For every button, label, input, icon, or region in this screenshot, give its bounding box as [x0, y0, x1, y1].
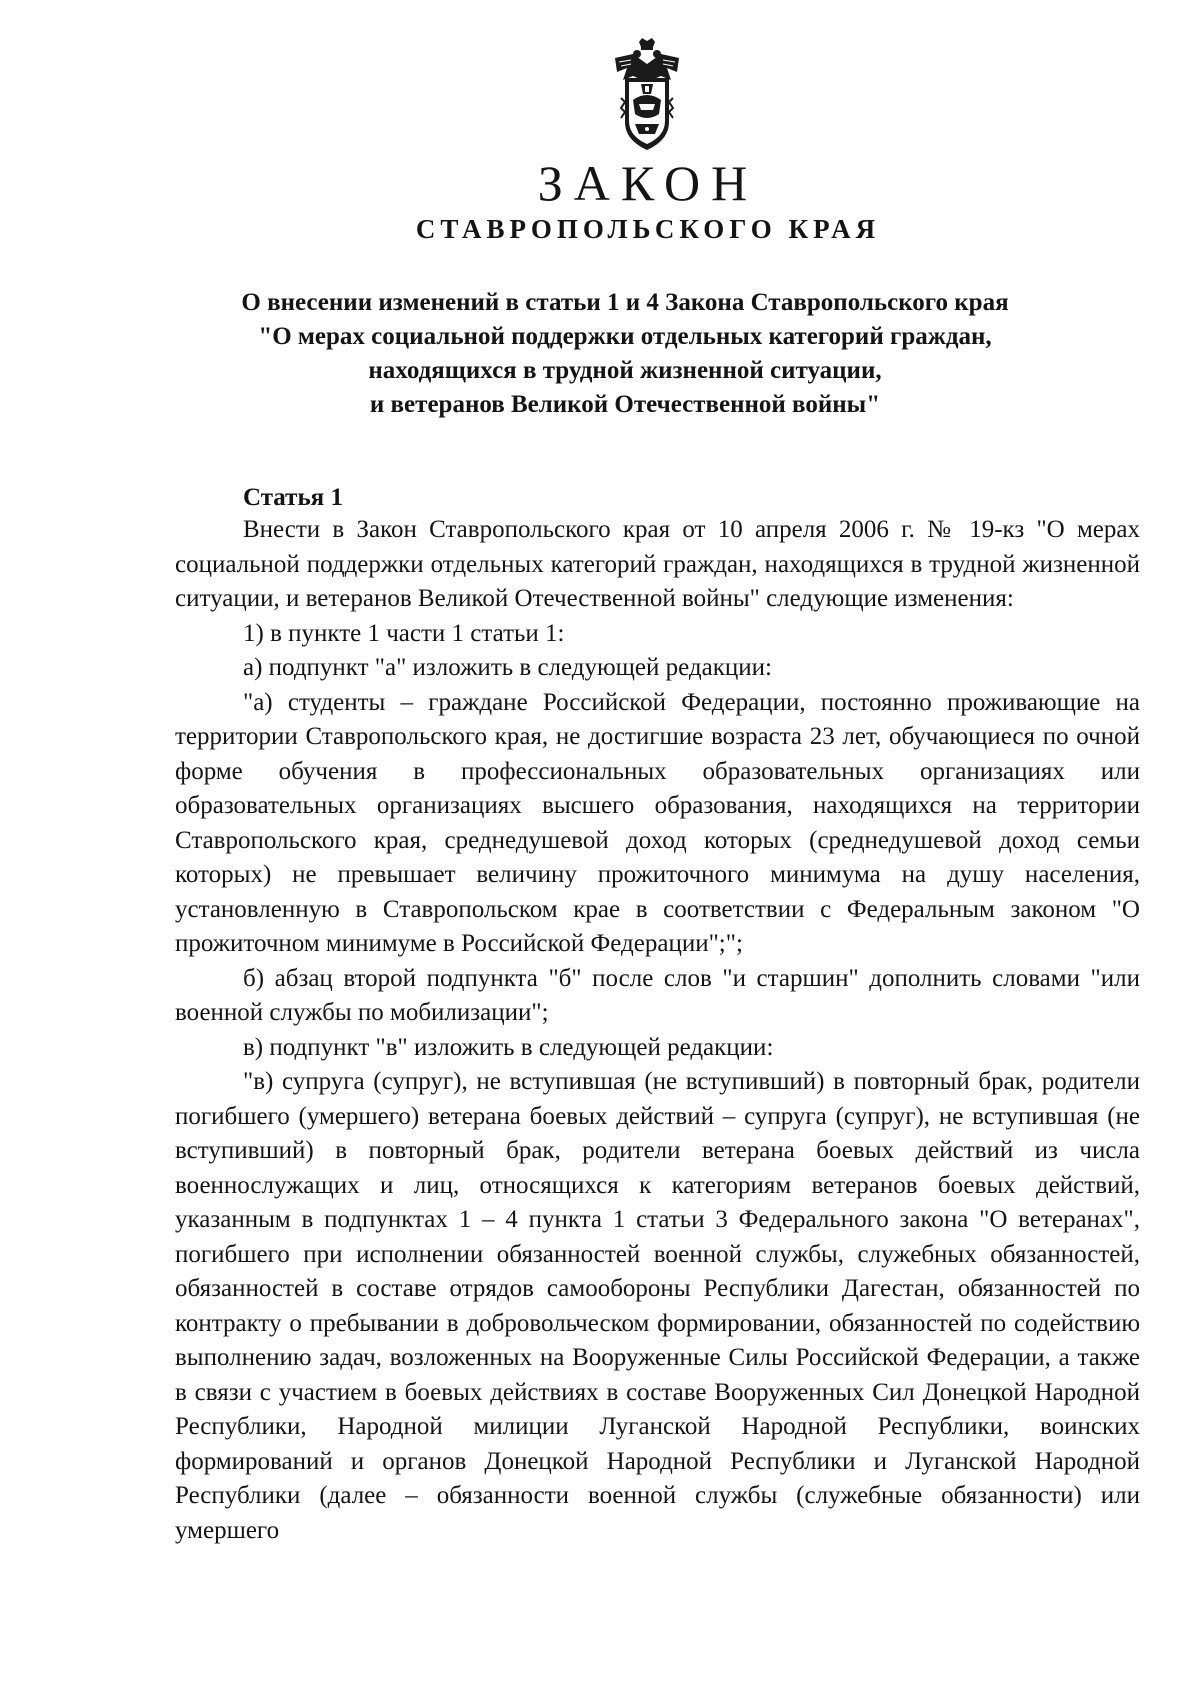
law-name-line: О внесении изменений в статьи 1 и 4 Закона Ставропольского края — [241, 289, 1009, 316]
law-name-line: и ветеранов Великой Отечественной войны" — [369, 391, 881, 418]
paragraph: б) абзац второй подпункта "б" после слов "и старшин" дополнить словами "или военной службы по мобилизации"; — [175, 964, 1140, 1026]
paragraph: 1) в пункте 1 части 1 статьи 1: — [243, 619, 565, 647]
paragraph: "а) студенты – граждане Российской Федерации, постоянно проживающие на территории Ставропольского края, не достигшие возраста 23 лет, обучающиеся по очной форме обучения в профессиональных образовательных организациях или образовательных организациях высшего образования, находящихся на территории Ставропольского края, среднедушевой доход которых (среднедушевой доход семьи которых) не превышает величину прожиточного минимума на душу населения, установленную в Ставропольском крае в соответствии с Федеральным законом "О прожиточном минимуме в Российской Федерации";"; — [175, 688, 1140, 957]
paragraph: Внести в Закон Ставропольского края от 10 апреля 2006 г. № 19-кз "О мерах социальной поддержки отдельных категорий граждан, находящихся в трудной жизненной ситуации, и ветеранов Великой Отечественной войны" следующие изменения: — [175, 516, 1140, 612]
article-heading: Статья 1 — [243, 484, 343, 511]
law-name-line: находящихся в трудной жизненной ситуации, — [368, 357, 882, 384]
coat-of-arms-icon — [611, 38, 683, 154]
paragraph: в) подпункт "в" изложить в следующей редакции: — [243, 1033, 774, 1061]
paragraph: "в) супруга (супруг), не вступившая (не вступивший) в повторный брак, родители погибшего (умершего) ветерана боевых действий – супруга (супруг), не вступившая (не вступивший) в повторный брак, родители ветерана боевых действий из числа военнослужащих и лиц, относящихся к категориям ветеранов боевых действий, указанным в подпунктах 1 – 4 пункта 1 статьи 3 Федерального закона "О ветеранах", погибшего при исполнении обязанностей военной службы, служебных обязанностей, обязанностей в составе отрядов самообороны Республики Дагестан, обязанностей по контракту о пребывании в добровольческом формировании, обязанностей по содействию выполнению задач, возложенных на Вооруженные Силы Российской Федерации, а также в связи с участием в боевых действиях в составе Вооруженных Сил Донецкой Народной Республики, Народной милиции Луганской Народной Республики, воинских формирований и органов Донецкой Народной Республики и Луганской Народной Республики (далее – обязанности военной службы (служебные обязанности) или умершего — [175, 1068, 1140, 1544]
article-body — [175, 513, 1140, 1548]
document-title: ЗАКОН — [537, 155, 759, 211]
document-subtitle: СТАВРОПОЛЬСКОГО КРАЯ — [415, 214, 881, 244]
paragraph: а) подпункт "а" изложить в следующей редакции: — [243, 654, 772, 681]
law-name-line: "О мерах социальной поддержки отдельных категорий граждан, — [258, 323, 992, 350]
law-name — [150, 286, 1100, 422]
